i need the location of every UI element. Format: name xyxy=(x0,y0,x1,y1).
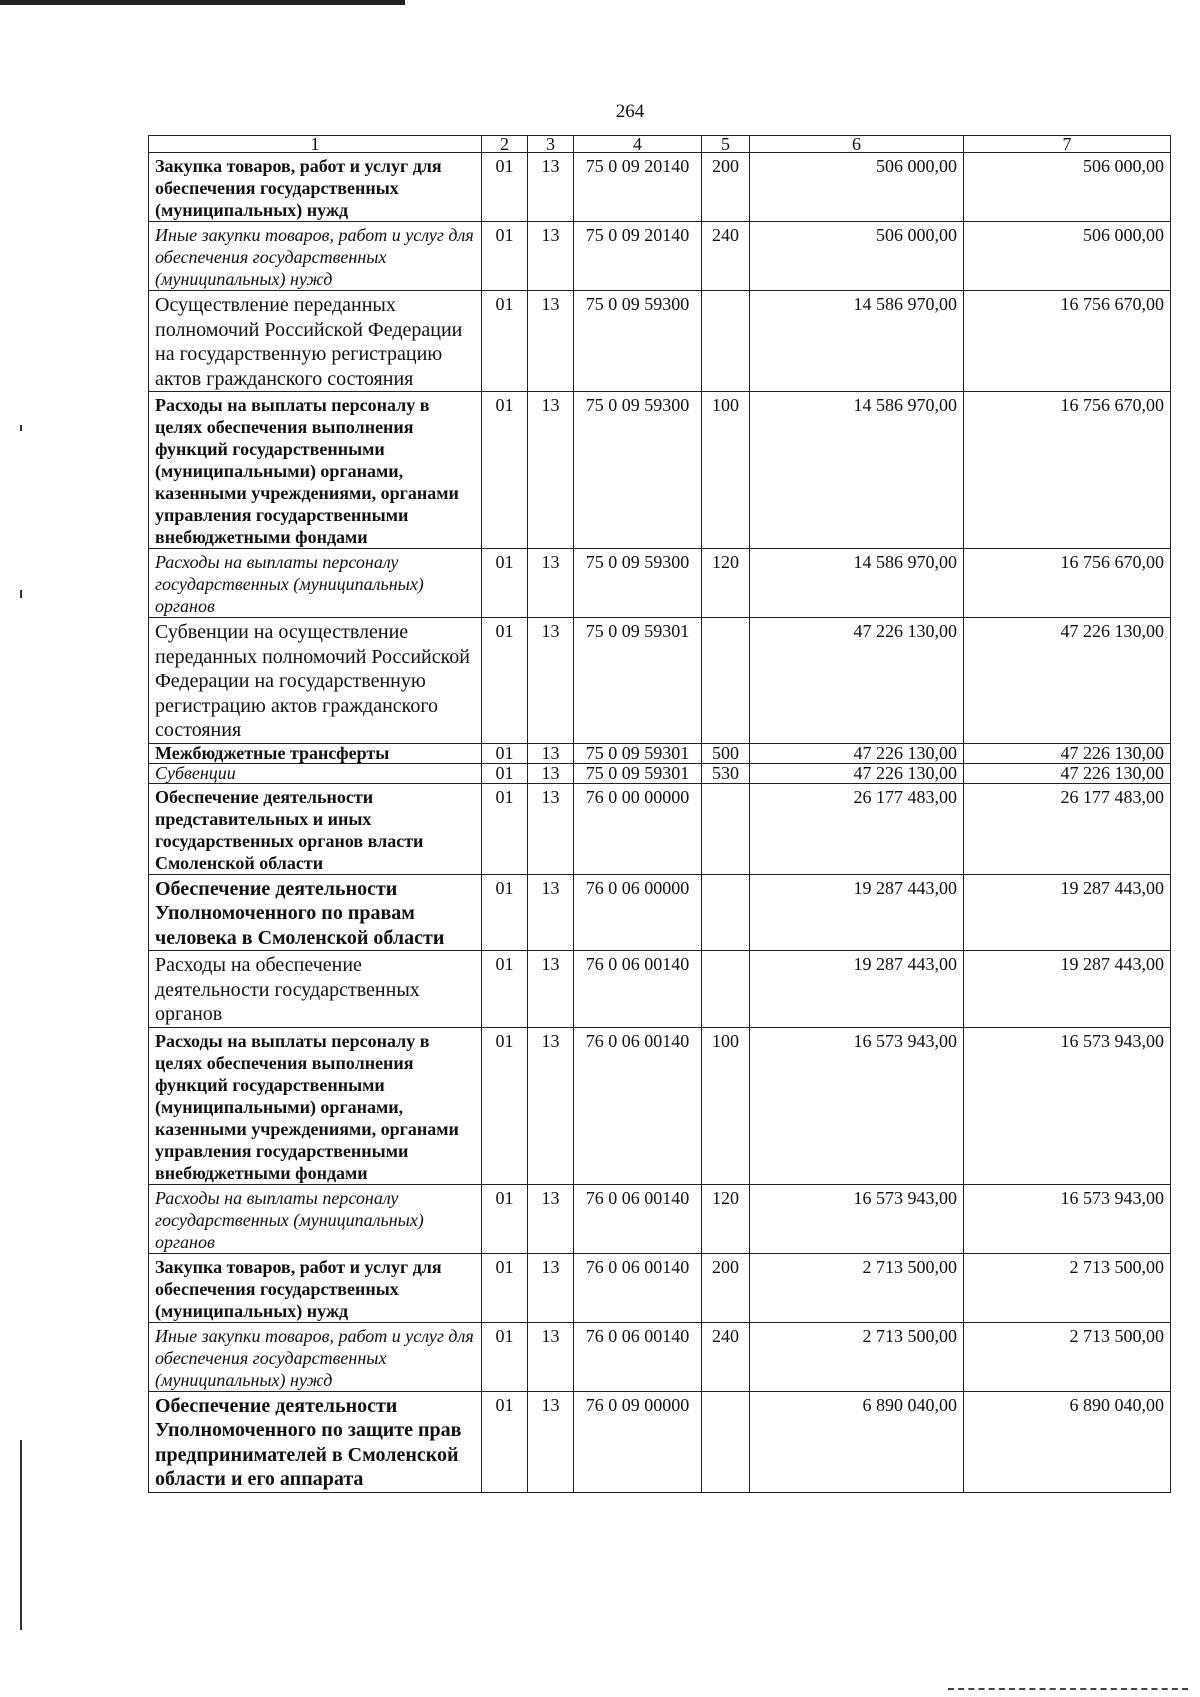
row-description: Осуществление переданных полномочий Российской Федерации на государственную регистрацию актов гражданского состояния xyxy=(149,291,482,392)
table-row xyxy=(149,1184,1171,1253)
amount-year-2: 6 890 040,00 xyxy=(964,1391,1171,1492)
row-description: Расходы на выплаты персоналу государственных (муниципальных) органов xyxy=(149,1184,482,1253)
target-code: 75 0 09 59301 xyxy=(574,743,702,763)
table-row xyxy=(149,1391,1171,1492)
amount-year-1: 16 573 943,00 xyxy=(750,1184,964,1253)
column-header: 6 xyxy=(750,136,964,153)
table-row xyxy=(149,549,1171,618)
amount-year-2: 47 226 130,00 xyxy=(964,743,1171,763)
target-code: 75 0 09 20140 xyxy=(574,153,702,222)
table-row xyxy=(149,763,1171,783)
expense-type-code xyxy=(702,1391,750,1492)
table-row xyxy=(149,783,1171,874)
expense-type-code: 100 xyxy=(702,1027,750,1184)
amount-year-2: 47 226 130,00 xyxy=(964,618,1171,744)
subsection-code: 13 xyxy=(528,951,574,1028)
amount-year-2: 16 756 670,00 xyxy=(964,549,1171,618)
section-code: 01 xyxy=(482,1322,528,1391)
table-row xyxy=(149,153,1171,222)
target-code: 75 0 09 59300 xyxy=(574,291,702,392)
subsection-code: 13 xyxy=(528,1184,574,1253)
column-number-row xyxy=(149,136,1171,153)
subsection-code: 13 xyxy=(528,1322,574,1391)
expense-type-code xyxy=(702,951,750,1028)
expense-type-code: 240 xyxy=(702,222,750,291)
section-code: 01 xyxy=(482,1027,528,1184)
row-description: Расходы на обеспечение деятельности государственных органов xyxy=(149,951,482,1028)
amount-year-1: 14 586 970,00 xyxy=(750,291,964,392)
scan-edge-line xyxy=(0,0,405,5)
amount-year-1: 47 226 130,00 xyxy=(750,618,964,744)
section-code: 01 xyxy=(482,763,528,783)
target-code: 75 0 09 59300 xyxy=(574,549,702,618)
subsection-code: 13 xyxy=(528,153,574,222)
table-row xyxy=(149,1027,1171,1184)
amount-year-2: 16 756 670,00 xyxy=(964,291,1171,392)
target-code: 76 0 06 00140 xyxy=(574,1184,702,1253)
column-header: 5 xyxy=(702,136,750,153)
amount-year-1: 47 226 130,00 xyxy=(750,763,964,783)
page-number: 264 xyxy=(615,101,645,122)
row-description: Иные закупки товаров, работ и услуг для обеспечения государственных (муниципальных) нужд xyxy=(149,222,482,291)
section-code: 01 xyxy=(482,291,528,392)
table-row xyxy=(149,1253,1171,1322)
table-row xyxy=(149,392,1171,549)
target-code: 76 0 06 00000 xyxy=(574,874,702,951)
section-code: 01 xyxy=(482,1253,528,1322)
row-description: Расходы на выплаты персоналу в целях обеспечения выполнения функций государственными (муниципальными) органами, казенными учреждениями, органами управления государственными внебюджетными фондами xyxy=(149,1027,482,1184)
column-header: 4 xyxy=(574,136,702,153)
budget-table xyxy=(148,135,1171,1493)
amount-year-2: 26 177 483,00 xyxy=(964,783,1171,874)
section-code: 01 xyxy=(482,783,528,874)
subsection-code: 13 xyxy=(528,763,574,783)
expense-type-code: 200 xyxy=(702,1253,750,1322)
expense-type-code: 100 xyxy=(702,392,750,549)
subsection-code: 13 xyxy=(528,549,574,618)
target-code: 75 0 09 20140 xyxy=(574,222,702,291)
target-code: 76 0 06 00140 xyxy=(574,951,702,1028)
expense-type-code xyxy=(702,874,750,951)
amount-year-1: 26 177 483,00 xyxy=(750,783,964,874)
column-header: 2 xyxy=(482,136,528,153)
target-code: 75 0 09 59301 xyxy=(574,618,702,744)
subsection-code: 13 xyxy=(528,222,574,291)
expense-type-code xyxy=(702,291,750,392)
row-description: Закупка товаров, работ и услуг для обеспечения государственных (муниципальных) нужд xyxy=(149,1253,482,1322)
amount-year-2: 16 573 943,00 xyxy=(964,1027,1171,1184)
section-code: 01 xyxy=(482,222,528,291)
amount-year-1: 16 573 943,00 xyxy=(750,1027,964,1184)
amount-year-2: 2 713 500,00 xyxy=(964,1253,1171,1322)
scan-margin-line xyxy=(20,1440,22,1630)
target-code: 76 0 06 00140 xyxy=(574,1027,702,1184)
row-description: Обеспечение деятельности Уполномоченного по защите прав предпринимателей в Смоленской области и его аппарата xyxy=(149,1391,482,1492)
amount-year-2: 47 226 130,00 xyxy=(964,763,1171,783)
subsection-code: 13 xyxy=(528,618,574,744)
section-code: 01 xyxy=(482,1184,528,1253)
row-description: Субвенции xyxy=(149,763,482,783)
amount-year-2: 19 287 443,00 xyxy=(964,874,1171,951)
column-header: 3 xyxy=(528,136,574,153)
table-row xyxy=(149,874,1171,951)
amount-year-1: 47 226 130,00 xyxy=(750,743,964,763)
subsection-code: 13 xyxy=(528,1027,574,1184)
expense-type-code: 120 xyxy=(702,1184,750,1253)
expense-type-code xyxy=(702,618,750,744)
amount-year-2: 2 713 500,00 xyxy=(964,1322,1171,1391)
expense-type-code: 500 xyxy=(702,743,750,763)
table-row xyxy=(149,291,1171,392)
amount-year-1: 506 000,00 xyxy=(750,222,964,291)
table-row xyxy=(149,618,1171,744)
section-code: 01 xyxy=(482,153,528,222)
row-description: Иные закупки товаров, работ и услуг для обеспечения государственных (муниципальных) нужд xyxy=(149,1322,482,1391)
section-code: 01 xyxy=(482,549,528,618)
table-row xyxy=(149,222,1171,291)
subsection-code: 13 xyxy=(528,1253,574,1322)
amount-year-1: 506 000,00 xyxy=(750,153,964,222)
row-description: Расходы на выплаты персоналу государственных (муниципальных) органов xyxy=(149,549,482,618)
column-header: 7 xyxy=(964,136,1171,153)
amount-year-1: 2 713 500,00 xyxy=(750,1322,964,1391)
amount-year-2: 506 000,00 xyxy=(964,222,1171,291)
section-code: 01 xyxy=(482,951,528,1028)
scan-margin-mark xyxy=(20,425,22,431)
row-description: Расходы на выплаты персоналу в целях обеспечения выполнения функций государственными (муниципальными) органами, казенными учреждениями, органами управления государственными внебюджетными фондами xyxy=(149,392,482,549)
row-description: Обеспечение деятельности Уполномоченного по правам человека в Смоленской области xyxy=(149,874,482,951)
amount-year-1: 19 287 443,00 xyxy=(750,951,964,1028)
amount-year-1: 2 713 500,00 xyxy=(750,1253,964,1322)
expense-type-code: 530 xyxy=(702,763,750,783)
row-description: Субвенции на осуществление переданных полномочий Российской Федерации на государственную регистрацию актов гражданского состояния xyxy=(149,618,482,744)
subsection-code: 13 xyxy=(528,1391,574,1492)
target-code: 76 0 00 00000 xyxy=(574,783,702,874)
target-code: 76 0 06 00140 xyxy=(574,1322,702,1391)
amount-year-2: 19 287 443,00 xyxy=(964,951,1171,1028)
amount-year-1: 19 287 443,00 xyxy=(750,874,964,951)
expense-type-code: 240 xyxy=(702,1322,750,1391)
row-description: Закупка товаров, работ и услуг для обеспечения государственных (муниципальных) нужд xyxy=(149,153,482,222)
amount-year-1: 14 586 970,00 xyxy=(750,549,964,618)
amount-year-1: 6 890 040,00 xyxy=(750,1391,964,1492)
subsection-code: 13 xyxy=(528,291,574,392)
scan-margin-mark xyxy=(20,590,22,598)
subsection-code: 13 xyxy=(528,783,574,874)
amount-year-2: 16 573 943,00 xyxy=(964,1184,1171,1253)
scan-edge-dashes xyxy=(948,1688,1188,1690)
table-row xyxy=(149,743,1171,763)
expense-type-code: 120 xyxy=(702,549,750,618)
table-row xyxy=(149,951,1171,1028)
expense-type-code: 200 xyxy=(702,153,750,222)
target-code: 75 0 09 59300 xyxy=(574,392,702,549)
amount-year-2: 16 756 670,00 xyxy=(964,392,1171,549)
amount-year-1: 14 586 970,00 xyxy=(750,392,964,549)
target-code: 76 0 09 00000 xyxy=(574,1391,702,1492)
section-code: 01 xyxy=(482,1391,528,1492)
target-code: 75 0 09 59301 xyxy=(574,763,702,783)
subsection-code: 13 xyxy=(528,874,574,951)
section-code: 01 xyxy=(482,618,528,744)
subsection-code: 13 xyxy=(528,392,574,549)
expense-type-code xyxy=(702,783,750,874)
table-row xyxy=(149,1322,1171,1391)
target-code: 76 0 06 00140 xyxy=(574,1253,702,1322)
row-description: Обеспечение деятельности представительных и иных государственных органов власти Смоленской области xyxy=(149,783,482,874)
section-code: 01 xyxy=(482,743,528,763)
section-code: 01 xyxy=(482,392,528,549)
section-code: 01 xyxy=(482,874,528,951)
column-header: 1 xyxy=(149,136,482,153)
row-description: Межбюджетные трансферты xyxy=(149,743,482,763)
amount-year-2: 506 000,00 xyxy=(964,153,1171,222)
subsection-code: 13 xyxy=(528,743,574,763)
